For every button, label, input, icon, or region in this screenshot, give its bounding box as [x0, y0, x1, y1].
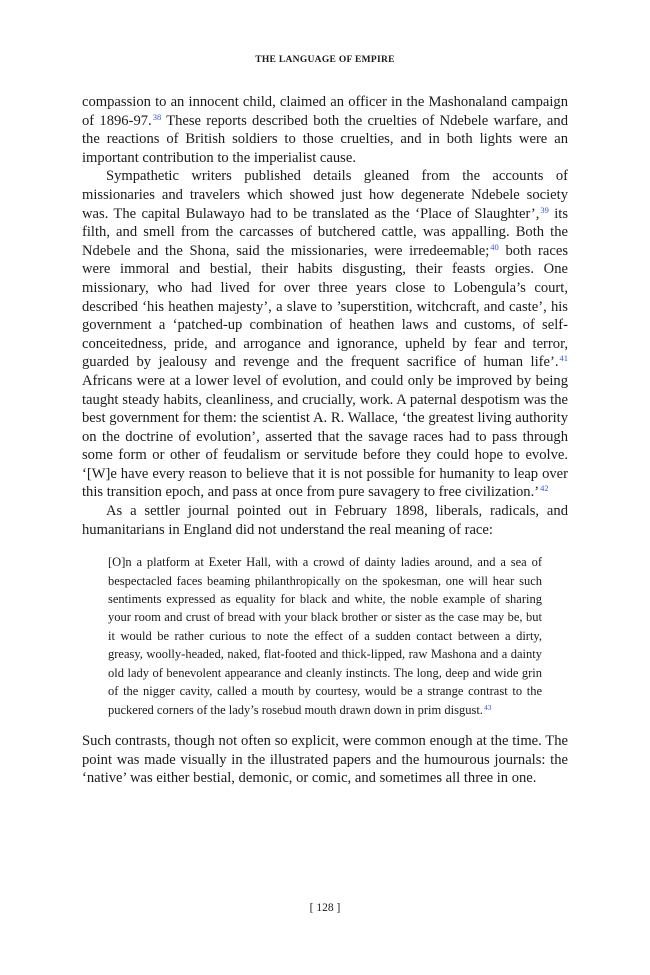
paragraph-text: Sympathetic writers published details gleaned from the accounts of missionaries and travelers which showed just how degenerate Ndebele society was. The capital Bulawayo had to be translated as the ‘Place of Slaughter’, — [82, 168, 568, 222]
footnote-link[interactable]: 42 — [540, 483, 549, 494]
paragraph-text: Africans were at a lower level of evolution, and could only be improved by being taught steady habits, cleanliness, and crucially, work. A paternal despotism was the best government for them: the scientist A. R. Wallace, ‘the greatest living authority on the doctrine of evolution’, asserted that the savage races had to pass through some form or other of feudalism or servitude before they could hope to evolve. ‘[W]e have every reason to believe that it is not possible for humanity to leap over this transition epoch, and pass at once from pure savagery to free civilization.’ — [82, 372, 568, 501]
footnote-link[interactable]: 38 — [152, 111, 162, 122]
paragraph-text: Such contrasts, though not often so explicit, were common enough at the time. The point was made visually in the illustrated papers and the humourous journals: the ‘native’ was either bestial, demonic, or comic, and sometimes all three in one. — [82, 732, 568, 787]
paragraph-text: As a settler journal pointed out in February 1898, liberals, radicals, and humanitarians in England did not understand the real meaning of race: — [82, 503, 568, 538]
running-header: THE LANGUAGE OF EMPIRE — [255, 55, 395, 65]
main-text — [82, 93, 568, 788]
paragraph-text: both races were immoral and bestial, their habits disgusting, their feasts orgies. One missionary, who had lived for over three years close to Lobengula’s court, described ‘his heathen majesty’, a slave to ’superstition, witchcraft, and caste’, his government a ‘patched-up combination of heathen laws and customs, of self-conceitedness, pride, and arrogance and ignorance, upheld by fear and terror, guarded by jealousy and revenge and the frequent sacrifice of human life’. — [82, 242, 568, 371]
paragraph — [82, 732, 568, 788]
paragraph-text: compassion to an innocent child, claimed an officer in the Mashonaland campaign of 1896-97. — [82, 94, 568, 129]
paragraph-text: its filth, and smell from the carcasses of butchered cattle, was appalling. Both the Ndebele and the Shona, said the missionaries, were irredeemable; — [82, 205, 568, 259]
quote-text: [O]n a platform at Exeter Hall, with a crowd of dainty ladies around, and a sea of bespectacled faces beaming philanthropically on the spokesman, one will hear such sentiments expressed as equality for black and white, the noble example of sharing your room and crust of bread with your black brother or sister as the case may be, but it would be rather curious to note the effect of a sudden contact between a dirty, greasy, woolly-headed, naked, flat-footed and thick-lipped, raw Mashona and a dainty old lady of benevolent appearance and cleanly instincts. The long, deep and wide grin of the nigger cavity, called a mouth by courtesy, would be a strange contrast to the puckered corners of the lady’s rosebud mouth drawn down in prim disgust. — [108, 555, 542, 717]
paragraph — [82, 93, 568, 167]
block-quote — [108, 553, 542, 719]
footnote-link[interactable]: 40 — [490, 241, 499, 252]
paragraph — [82, 502, 568, 539]
footnote-link[interactable]: 43 — [483, 702, 492, 712]
page-number: [ 128 ] — [309, 902, 341, 914]
footnote-link[interactable]: 39 — [540, 204, 549, 215]
footnote-link[interactable]: 41 — [559, 353, 568, 364]
paragraph-text: These reports described both the cruelties of Ndebele warfare, and the reactions of British soldiers to those cruelties, and in both lights were an important contribution to the imperialist cause. — [82, 112, 568, 166]
paragraph — [82, 167, 568, 502]
